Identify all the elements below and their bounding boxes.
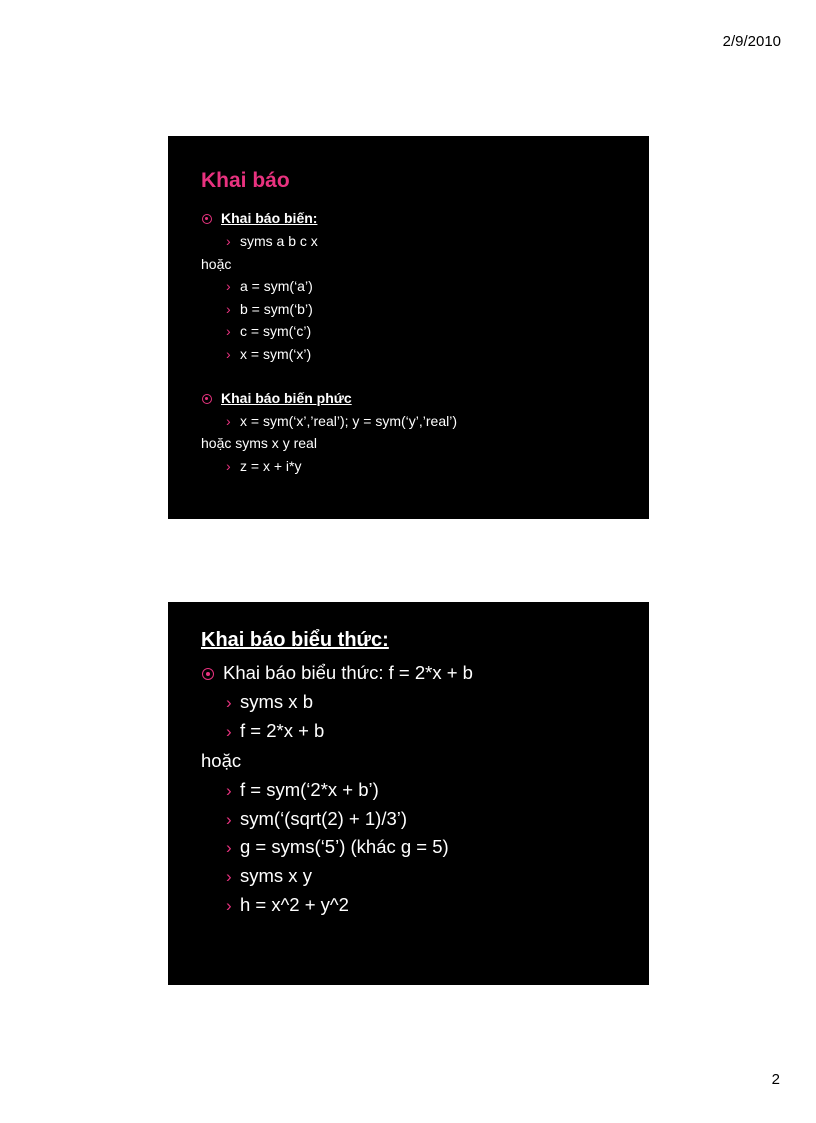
sub-item <box>226 835 449 860</box>
chevron-right-icon: › <box>226 301 231 317</box>
sub-item <box>226 277 313 295</box>
sub-item <box>226 690 313 715</box>
sub-item <box>226 232 318 250</box>
page-number: 2 <box>771 1071 780 1088</box>
sub-item-text: syms a b c x <box>240 233 318 249</box>
sub-item <box>226 719 324 744</box>
section-heading: Khai báo biến phức <box>221 390 352 406</box>
chevron-right-icon: › <box>226 346 231 362</box>
sub-item-text: f = sym(‘2*x + b’) <box>240 779 379 800</box>
sub-item <box>226 322 311 340</box>
chevron-right-icon: › <box>226 458 231 474</box>
chevron-right-icon: › <box>226 278 231 294</box>
chevron-right-icon: › <box>226 867 232 886</box>
section-heading: Khai báo biến: <box>221 210 318 226</box>
sub-item-text: g = syms(‘5’) (khác g = 5) <box>240 836 449 857</box>
sub-item-text: syms x y <box>240 865 312 886</box>
sub-item <box>226 412 457 430</box>
or-text: hoặc <box>201 256 232 272</box>
sub-item-text: z = x + i*y <box>240 458 302 474</box>
bullet-line <box>202 661 473 685</box>
sub-item <box>226 300 313 318</box>
or-text: hoặc syms x y real <box>201 435 317 451</box>
sub-item-text: sym(‘(sqrt(2) + 1)/3’) <box>240 808 408 829</box>
sub-item-text: c = sym(‘c’) <box>240 323 312 339</box>
bullet-line <box>202 209 317 227</box>
slide-expression-declaration <box>168 602 649 985</box>
sub-item-text: a = sym(‘a’) <box>240 278 313 294</box>
slide-variable-declaration <box>168 136 649 519</box>
sub-item <box>226 893 349 918</box>
sub-item-text: syms x b <box>240 691 313 712</box>
sub-item-text: h = x^2 + y^2 <box>240 894 349 915</box>
slide-title: Khai báo biểu thức: <box>201 629 389 651</box>
chevron-right-icon: › <box>226 810 232 829</box>
sub-item-text: x = sym(‘x’,’real’); y = sym(‘y’,’real’) <box>240 413 458 429</box>
or-text: hoặc <box>201 750 242 771</box>
sub-item-text: f = 2*x + b <box>240 720 325 741</box>
sub-item-text: x = sym(‘x’) <box>240 346 312 362</box>
chevron-right-icon: › <box>226 781 232 800</box>
chevron-right-icon: › <box>226 413 231 429</box>
bullet-text: Khai báo biểu thức: f = 2*x + b <box>223 662 473 683</box>
page-date: 2/9/2010 <box>722 33 781 50</box>
chevron-right-icon: › <box>226 722 232 741</box>
slide-title: Khai báo <box>201 169 290 192</box>
sub-item-text: b = sym(‘b’) <box>240 301 313 317</box>
sub-item <box>226 457 301 475</box>
circle-dot-icon <box>202 214 212 224</box>
chevron-right-icon: › <box>226 838 232 857</box>
circle-dot-icon <box>202 394 212 404</box>
sub-item <box>226 864 312 889</box>
sub-item <box>226 807 407 832</box>
sub-item <box>226 778 379 803</box>
chevron-right-icon: › <box>226 896 232 915</box>
chevron-right-icon: › <box>226 233 231 249</box>
circle-dot-icon <box>202 668 214 680</box>
chevron-right-icon: › <box>226 323 231 339</box>
sub-item <box>226 345 311 363</box>
bullet-line <box>202 389 352 407</box>
chevron-right-icon: › <box>226 693 232 712</box>
